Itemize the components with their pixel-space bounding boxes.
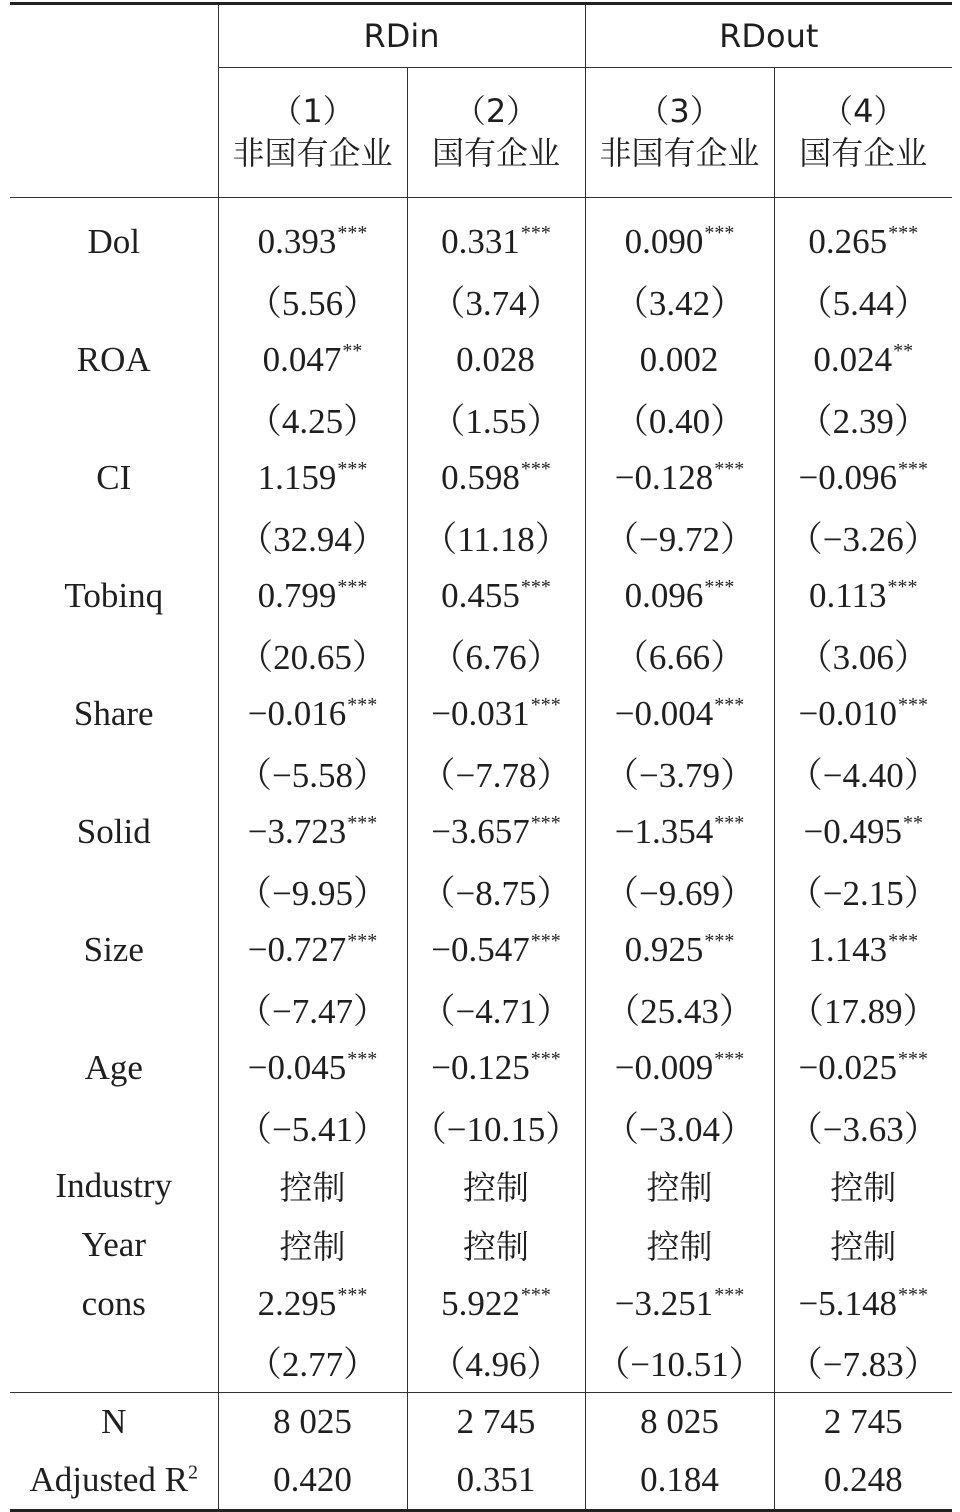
significance-stars: *** xyxy=(714,1047,745,1070)
coefficient-cell xyxy=(218,448,407,507)
coefficient-cell xyxy=(774,330,952,389)
coefficient-value: 1.159 xyxy=(257,457,337,497)
significance-stars: ** xyxy=(342,339,363,362)
stat-cell: 2 745 xyxy=(407,1392,585,1451)
coefficient-cell xyxy=(407,566,585,625)
row-label: ROA xyxy=(76,339,151,379)
coefficient-value: 0.047 xyxy=(262,339,342,379)
row-label xyxy=(10,1451,218,1510)
stat-row xyxy=(10,1451,952,1510)
row-label: cons xyxy=(81,1283,146,1323)
coefficient-value: −0.016 xyxy=(247,693,347,733)
coefficient-cell xyxy=(585,566,774,625)
significance-stars: ** xyxy=(893,339,914,362)
t-stat-cell: （−7.47） xyxy=(218,979,407,1038)
t-stat-cell: （−9.72） xyxy=(585,507,774,566)
t-stat-cell: （−7.83） xyxy=(774,1333,952,1392)
coefficient-value: 0.331 xyxy=(441,221,520,261)
coefficient-cell xyxy=(585,448,774,507)
row-label-empty xyxy=(10,625,218,684)
coefficient-cell xyxy=(774,448,952,507)
coefficient-cell xyxy=(407,684,585,743)
significance-stars: *** xyxy=(520,1283,551,1306)
coefficient-cell xyxy=(407,802,585,861)
column-number: （2） xyxy=(453,91,539,130)
coefficient-value: 0.113 xyxy=(809,575,887,615)
column-header-3 xyxy=(585,68,774,198)
significance-stars: *** xyxy=(530,1047,561,1070)
row-label: Tobinq xyxy=(64,575,164,615)
row-label-empty xyxy=(10,389,218,448)
coefficient-value: 0.024 xyxy=(813,339,893,379)
coefficient-cell xyxy=(218,566,407,625)
significance-stars: *** xyxy=(530,929,561,952)
significance-stars: *** xyxy=(520,457,551,480)
t-stat-row xyxy=(10,743,952,802)
significance-stars: *** xyxy=(888,221,919,244)
spacer-cell xyxy=(218,198,407,213)
t-stat-row xyxy=(10,507,952,566)
coefficient-cell xyxy=(407,448,585,507)
control-cell: 控制 xyxy=(218,1156,407,1215)
coefficient-value: −0.031 xyxy=(431,693,530,733)
corner-cell xyxy=(10,68,218,198)
coefficient-cell xyxy=(407,330,585,389)
t-stat-cell: （2.77） xyxy=(218,1333,407,1392)
control-cell: 控制 xyxy=(585,1215,774,1274)
column-name: 国有企业 xyxy=(432,133,561,172)
column-number: （4） xyxy=(821,91,906,130)
t-stat-cell: （17.89） xyxy=(774,979,952,1038)
t-stat-cell: （−3.63） xyxy=(774,1097,952,1156)
stat-label-superscript: 2 xyxy=(187,1461,198,1484)
t-stat-cell: （−5.41） xyxy=(218,1097,407,1156)
control-cell: 控制 xyxy=(585,1156,774,1215)
t-stat-cell: （−4.71） xyxy=(407,979,585,1038)
column-header-2 xyxy=(407,68,585,198)
coefficient-cell xyxy=(585,684,774,743)
coefficient-value: 0.096 xyxy=(624,575,704,615)
coefficient-cell xyxy=(407,920,585,979)
column-number: （3） xyxy=(637,91,722,130)
t-stat-cell: （−5.58） xyxy=(218,743,407,802)
coefficient-value: −3.657 xyxy=(431,811,530,851)
row-label-empty xyxy=(10,271,218,330)
significance-stars: ** xyxy=(903,811,924,834)
spacer-cell xyxy=(774,198,952,213)
significance-stars: *** xyxy=(898,693,929,716)
coefficient-row xyxy=(10,1038,952,1097)
t-stat-cell: （3.42） xyxy=(585,271,774,330)
significance-stars: *** xyxy=(704,575,735,598)
coefficient-value: −3.723 xyxy=(247,811,347,851)
significance-stars: *** xyxy=(530,811,561,834)
coefficient-cell xyxy=(585,920,774,979)
t-stat-cell: （−10.51） xyxy=(585,1333,774,1392)
coefficient-row xyxy=(10,212,952,271)
spacer-cell xyxy=(10,198,218,213)
coefficient-value: 0.393 xyxy=(257,221,337,261)
coefficient-cell xyxy=(585,330,774,389)
coefficient-cell xyxy=(218,684,407,743)
coefficient-cell xyxy=(218,802,407,861)
t-stat-cell: （1.55） xyxy=(407,389,585,448)
coefficient-value: −0.125 xyxy=(431,1047,530,1087)
significance-stars: *** xyxy=(898,457,929,480)
coefficient-cell xyxy=(585,802,774,861)
control-cell: 控制 xyxy=(407,1156,585,1215)
coefficient-cell xyxy=(407,1038,585,1097)
significance-stars: *** xyxy=(898,1283,929,1306)
t-stat-cell: （−3.04） xyxy=(585,1097,774,1156)
control-cell: 控制 xyxy=(218,1215,407,1274)
row-label-empty xyxy=(10,1333,218,1392)
coefficient-value: 0.090 xyxy=(624,221,704,261)
t-stat-row xyxy=(10,625,952,684)
coefficient-row xyxy=(10,330,952,389)
coefficient-value: −0.727 xyxy=(247,929,347,969)
row-label: CI xyxy=(96,457,132,497)
coefficient-value: −0.004 xyxy=(614,693,714,733)
coefficient-value: −3.251 xyxy=(614,1283,714,1323)
significance-stars: *** xyxy=(714,811,745,834)
stat-cell: 0.184 xyxy=(585,1451,774,1510)
coefficient-cell xyxy=(774,684,952,743)
t-stat-cell: （6.76） xyxy=(407,625,585,684)
coefficient-cell xyxy=(218,330,407,389)
coefficient-cell xyxy=(774,212,952,271)
coefficient-cell xyxy=(774,1274,952,1333)
coefficient-value: −0.009 xyxy=(614,1047,714,1087)
significance-stars: *** xyxy=(704,929,735,952)
significance-stars: *** xyxy=(337,457,368,480)
significance-stars: *** xyxy=(337,1283,368,1306)
coefficient-cell xyxy=(774,802,952,861)
control-row xyxy=(10,1215,952,1274)
row-label: Year xyxy=(81,1224,146,1264)
t-stat-cell: （5.56） xyxy=(218,271,407,330)
stat-row xyxy=(10,1392,952,1451)
coefficient-value: −5.148 xyxy=(798,1283,898,1323)
t-stat-cell: （25.43） xyxy=(585,979,774,1038)
t-stat-cell: （−10.15） xyxy=(407,1097,585,1156)
t-stat-cell: （3.74） xyxy=(407,271,585,330)
t-stat-cell: （11.18） xyxy=(407,507,585,566)
coefficient-value: 2.295 xyxy=(257,1283,337,1323)
row-label: Share xyxy=(73,693,154,733)
t-stat-cell: （32.94） xyxy=(218,507,407,566)
t-stat-cell: （6.66） xyxy=(585,625,774,684)
coefficient-value: 0.265 xyxy=(808,221,888,261)
significance-stars: *** xyxy=(898,1047,929,1070)
t-stat-row xyxy=(10,1333,952,1392)
t-stat-cell: （20.65） xyxy=(218,625,407,684)
coefficient-cell xyxy=(774,566,952,625)
corner-cell xyxy=(10,4,218,68)
regression-table xyxy=(10,2,952,1512)
t-stat-cell: （−9.95） xyxy=(218,861,407,920)
spacer-cell xyxy=(585,198,774,213)
t-stat-cell: （−8.75） xyxy=(407,861,585,920)
row-label-empty xyxy=(10,1097,218,1156)
coefficient-value: 1.143 xyxy=(808,929,888,969)
group-header-rdout: RDout xyxy=(585,4,952,68)
row-label-empty xyxy=(10,861,218,920)
coefficient-cell xyxy=(218,920,407,979)
t-stat-cell: （−2.15） xyxy=(774,861,952,920)
t-stat-row xyxy=(10,271,952,330)
t-stat-row xyxy=(10,979,952,1038)
significance-stars: *** xyxy=(337,221,368,244)
row-label-empty xyxy=(10,979,218,1038)
t-stat-cell: （3.06） xyxy=(774,625,952,684)
t-stat-cell: （−3.26） xyxy=(774,507,952,566)
coefficient-value: 0.598 xyxy=(441,457,520,497)
row-label: Size xyxy=(83,929,144,969)
t-stat-cell: （0.40） xyxy=(585,389,774,448)
t-stat-row xyxy=(10,389,952,448)
t-stat-row xyxy=(10,861,952,920)
row-label: Solid xyxy=(76,811,151,851)
coefficient-cell xyxy=(585,1038,774,1097)
control-row xyxy=(10,1156,952,1215)
significance-stars: *** xyxy=(347,693,378,716)
coefficient-cell xyxy=(407,212,585,271)
t-stat-row xyxy=(10,1097,952,1156)
coefficient-value: −0.495 xyxy=(803,811,903,851)
coefficient-cell xyxy=(774,920,952,979)
coefficient-row xyxy=(10,684,952,743)
significance-stars: *** xyxy=(888,929,919,952)
stat-cell: 8 025 xyxy=(585,1392,774,1451)
coefficient-row xyxy=(10,448,952,507)
column-header-4 xyxy=(774,68,952,198)
row-label: Age xyxy=(84,1047,143,1087)
significance-stars: *** xyxy=(704,221,735,244)
column-name: 国有企业 xyxy=(799,133,928,172)
coefficient-value: −0.547 xyxy=(431,929,530,969)
group-header-rdin: RDin xyxy=(218,4,585,68)
coefficient-cell xyxy=(218,212,407,271)
stat-cell: 0.248 xyxy=(774,1451,952,1510)
t-stat-cell: （−7.78） xyxy=(407,743,585,802)
significance-stars: *** xyxy=(347,811,378,834)
significance-stars: *** xyxy=(887,575,918,598)
significance-stars: *** xyxy=(520,221,551,244)
row-label: Industry xyxy=(55,1165,173,1205)
row-label xyxy=(10,1392,218,1451)
t-stat-cell: （−3.79） xyxy=(585,743,774,802)
significance-stars: *** xyxy=(347,1047,378,1070)
t-stat-cell: （4.96） xyxy=(407,1333,585,1392)
coefficient-value: 0.455 xyxy=(441,575,520,615)
t-stat-cell: （−9.69） xyxy=(585,861,774,920)
coefficient-cell xyxy=(585,212,774,271)
coefficient-value: −0.025 xyxy=(798,1047,898,1087)
t-stat-cell: （−4.40） xyxy=(774,743,952,802)
row-label: Dol xyxy=(87,221,140,261)
coefficient-row xyxy=(10,1274,952,1333)
coefficient-value: −0.045 xyxy=(247,1047,347,1087)
row-label-empty xyxy=(10,743,218,802)
column-number: （1） xyxy=(270,91,355,130)
coefficient-value: 0.799 xyxy=(257,575,337,615)
stat-label: Adjusted R xyxy=(29,1459,188,1499)
coefficient-cell xyxy=(585,1274,774,1333)
row-label-empty xyxy=(10,507,218,566)
stat-label: N xyxy=(101,1401,127,1441)
t-stat-cell: （4.25） xyxy=(218,389,407,448)
significance-stars: *** xyxy=(347,929,378,952)
spacer-cell xyxy=(407,198,585,213)
t-stat-cell: （5.44） xyxy=(774,271,952,330)
coefficient-cell xyxy=(774,1038,952,1097)
coefficient-row xyxy=(10,802,952,861)
spacer-row xyxy=(10,198,952,213)
column-header-1 xyxy=(218,68,407,198)
coefficient-value: −1.354 xyxy=(614,811,714,851)
coefficient-value: −0.128 xyxy=(614,457,714,497)
coefficient-value: 0.925 xyxy=(624,929,704,969)
coefficient-value: −0.096 xyxy=(798,457,898,497)
coefficient-cell xyxy=(407,1274,585,1333)
stat-cell: 2 745 xyxy=(774,1392,952,1451)
significance-stars: *** xyxy=(337,575,368,598)
significance-stars: *** xyxy=(714,457,745,480)
significance-stars: *** xyxy=(714,1283,745,1306)
t-stat-cell: （2.39） xyxy=(774,389,952,448)
column-name: 非国有企业 xyxy=(599,133,760,172)
column-name: 非国有企业 xyxy=(232,133,393,172)
stat-cell: 0.420 xyxy=(218,1451,407,1510)
coefficient-value: 5.922 xyxy=(441,1283,520,1323)
significance-stars: *** xyxy=(714,693,745,716)
coefficient-row xyxy=(10,566,952,625)
coefficient-cell xyxy=(218,1038,407,1097)
stat-cell: 0.351 xyxy=(407,1451,585,1510)
significance-stars: *** xyxy=(520,575,551,598)
control-cell: 控制 xyxy=(407,1215,585,1274)
control-cell: 控制 xyxy=(774,1215,952,1274)
control-cell: 控制 xyxy=(774,1156,952,1215)
significance-stars: *** xyxy=(530,693,561,716)
coefficient-cell xyxy=(218,1274,407,1333)
coefficient-value: 0.002 xyxy=(639,339,719,379)
coefficient-value: −0.010 xyxy=(798,693,898,733)
coefficient-value: 0.028 xyxy=(456,339,535,379)
stat-cell: 8 025 xyxy=(218,1392,407,1451)
coefficient-row xyxy=(10,920,952,979)
